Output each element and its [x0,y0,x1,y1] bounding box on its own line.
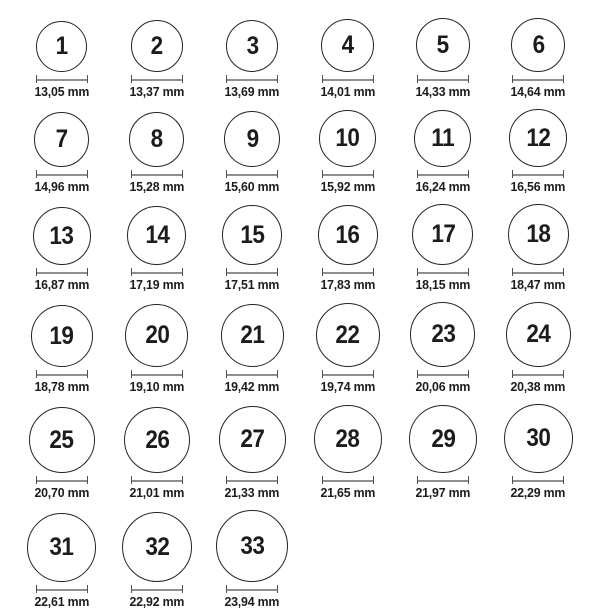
ring-size-number: 10 [335,124,360,152]
ring-circle [412,204,473,265]
diameter-ruler [322,268,374,276]
ring-size-number: 25 [49,425,74,454]
ring-cell [109,18,204,98]
ring-circle [222,205,282,265]
diameter-ruler [131,75,183,83]
diameter-label: 16,56 mm [510,179,566,194]
ring-cell [300,204,395,291]
ring-size-number: 32 [144,532,170,561]
diameter-ruler [226,370,278,378]
ring-size-number: 2 [150,31,164,60]
ring-circle [319,110,376,167]
ring-circle [416,18,470,72]
ring-size-number: 9 [246,124,259,153]
diameter-ruler [131,585,183,593]
ring-cell [491,302,586,393]
diameter-label: 15,92 mm [320,179,376,194]
ring-size-number: 24 [526,320,551,348]
diameter-ruler [512,476,564,484]
diameter-label: 23,94 mm [224,594,280,609]
ring-cell [205,204,300,291]
ring-cell [395,204,490,291]
ring-circle [131,20,183,72]
ring-size-number: 17 [430,220,456,248]
diameter-ruler [322,75,374,83]
ring-cell [491,404,586,499]
ring-cell [109,302,204,393]
diameter-label: 18,78 mm [34,379,90,394]
ring-circle [511,18,565,72]
ring-cell [14,204,109,291]
diameter-label: 17,51 mm [224,277,280,292]
diameter-ruler [322,476,374,484]
diameter-ruler [226,585,278,593]
ring-size-number: 27 [240,425,265,453]
diameter-ruler [417,476,469,484]
ring-size-number: 14 [144,221,170,249]
ring-cell [205,404,300,499]
ring-size-number: 5 [436,30,450,59]
ring-cell [491,204,586,291]
ring-circle [129,112,184,167]
diameter-ruler [417,75,469,83]
diameter-ruler [36,75,88,83]
ring-circle [316,303,380,367]
ring-size-number: 7 [55,125,68,153]
ring-size-number: 33 [240,531,265,560]
ring-cell [109,404,204,499]
diameter-label: 20,06 mm [415,379,471,394]
diameter-ruler [36,170,88,178]
ring-cell [109,109,204,193]
diameter-label: 17,19 mm [129,277,185,292]
ring-cell [300,18,395,98]
ring-circle [321,19,374,72]
diameter-label: 21,33 mm [224,485,280,500]
diameter-ruler [131,170,183,178]
diameter-label: 16,24 mm [415,179,471,194]
ring-size-number: 13 [49,221,74,250]
ring-cell [14,109,109,193]
diameter-label: 15,60 mm [224,179,280,194]
diameter-label: 18,15 mm [415,277,471,292]
ring-circle [127,206,186,265]
ring-size-number: 6 [532,30,545,59]
diameter-ruler [36,476,88,484]
ring-circle [409,405,477,473]
ring-cell [395,18,490,98]
ring-circle [124,407,190,473]
diameter-ruler [512,170,564,178]
ring-size-number: 22 [335,320,360,349]
ring-cell [205,302,300,393]
diameter-label: 14,33 mm [415,84,471,99]
ring-size-number: 18 [526,220,551,248]
diameter-label: 13,37 mm [129,84,185,99]
ring-cell [109,204,204,291]
ring-size-number: 16 [335,220,360,249]
diameter-ruler [131,370,183,378]
ring-cell [14,18,109,98]
ring-size-number: 8 [150,125,164,153]
ring-size-number: 28 [335,424,360,453]
ring-circle [29,407,95,473]
ring-circle [506,302,571,367]
ring-cell [300,109,395,193]
ring-size-number: 11 [431,124,455,152]
ring-circle [36,21,87,72]
ring-circle [318,205,378,265]
ring-size-number: 1 [55,32,68,60]
ring-circle [31,305,93,367]
ring-cell [395,109,490,193]
diameter-label: 22,29 mm [510,485,566,500]
diameter-label: 13,05 mm [34,84,90,99]
ring-cell [395,404,490,499]
diameter-ruler [226,170,278,178]
diameter-label: 21,97 mm [415,485,471,500]
diameter-ruler [36,268,88,276]
ring-size-number: 29 [430,424,456,453]
diameter-ruler [226,476,278,484]
ring-cell [109,510,204,608]
ring-circle [508,204,569,265]
ring-circle [314,405,382,473]
ring-cell [205,510,300,608]
diameter-label: 14,96 mm [34,179,90,194]
ring-circle [122,512,192,582]
ring-size-number: 26 [144,425,170,454]
ring-circle [27,513,96,582]
ring-circle [226,20,278,72]
diameter-label: 19,10 mm [129,379,185,394]
ring-circle [509,109,567,167]
ring-cell [300,302,395,393]
ring-circle [504,404,573,473]
diameter-ruler [226,268,278,276]
ring-circle [221,304,284,367]
ring-cell [300,404,395,499]
ring-size-number: 4 [341,31,354,59]
diameter-ruler [417,268,469,276]
diameter-label: 13,69 mm [224,84,280,99]
ring-size-number: 30 [526,424,551,452]
ring-circle [216,510,288,582]
ring-cell [205,109,300,193]
diameter-label: 19,74 mm [320,379,376,394]
diameter-ruler [512,370,564,378]
ring-cell [491,109,586,193]
diameter-ruler [512,268,564,276]
diameter-ruler [131,476,183,484]
diameter-label: 21,65 mm [320,485,376,500]
ring-size-number: 23 [430,320,456,348]
diameter-ruler [36,370,88,378]
ring-cell [14,404,109,499]
diameter-label: 20,38 mm [510,379,566,394]
ring-cell [14,302,109,393]
ring-cell [395,302,490,393]
diameter-label: 20,70 mm [34,485,90,500]
ring-circle [34,112,89,167]
diameter-ruler [417,370,469,378]
diameter-ruler [226,75,278,83]
diameter-label: 14,64 mm [510,84,566,99]
diameter-label: 22,92 mm [129,594,185,609]
diameter-label: 21,01 mm [129,485,185,500]
diameter-label: 17,83 mm [320,277,376,292]
ring-circle [219,406,286,473]
ring-circle [410,302,475,367]
diameter-label: 15,28 mm [129,179,185,194]
ring-circle [33,207,91,265]
diameter-ruler [417,170,469,178]
diameter-label: 18,47 mm [510,277,566,292]
ring-size-number: 12 [526,123,551,152]
diameter-ruler [322,370,374,378]
ring-circle [414,110,471,167]
ring-size-number: 20 [144,321,170,349]
diameter-ruler [131,268,183,276]
diameter-label: 14,01 mm [320,84,376,99]
ring-size-number: 21 [240,321,265,349]
diameter-ruler [322,170,374,178]
ring-size-number: 19 [49,321,74,350]
ring-size-number: 31 [49,533,74,561]
diameter-label: 22,61 mm [34,594,90,609]
ring-size-number: 3 [246,31,259,60]
diameter-label: 16,87 mm [34,277,90,292]
ring-circle [125,304,188,367]
ring-cell [491,18,586,98]
diameter-label: 19,42 mm [224,379,280,394]
ring-cell [14,510,109,608]
ring-circle [224,111,280,167]
ring-cell [205,18,300,98]
ring-size-number: 15 [240,220,265,249]
diameter-ruler [512,75,564,83]
diameter-ruler [36,585,88,593]
